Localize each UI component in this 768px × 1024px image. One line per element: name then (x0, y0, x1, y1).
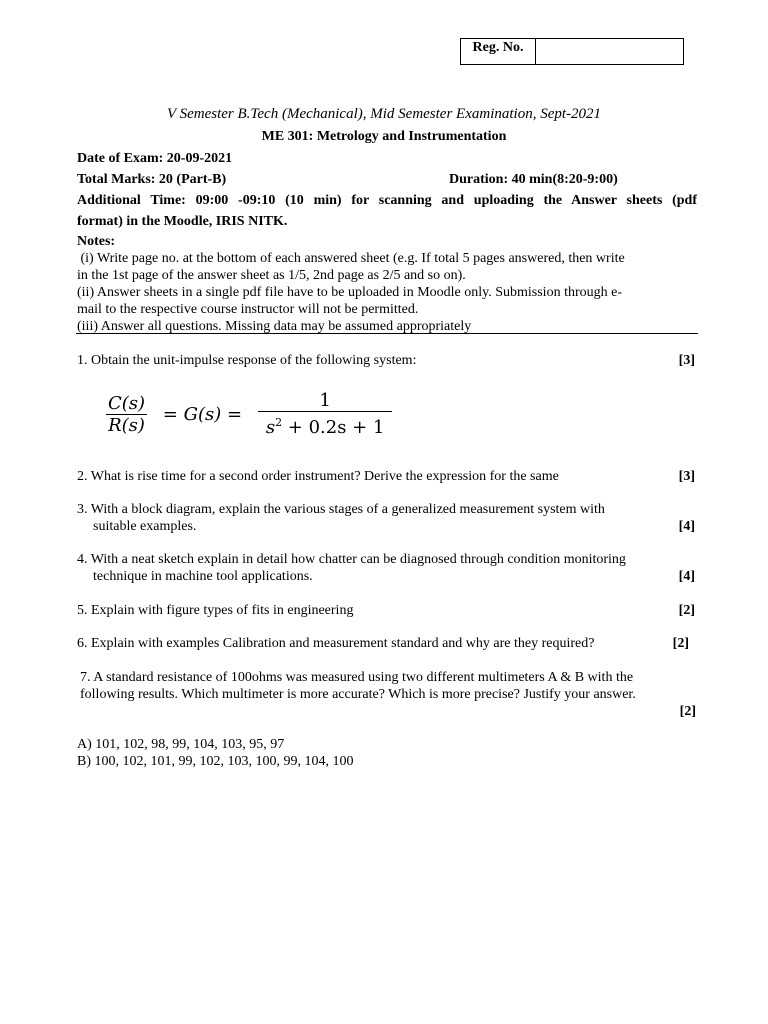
question-6-mark: [2] (672, 636, 689, 651)
course-title: ME 301: Metrology and Instrumentation (261, 129, 507, 144)
total-marks: Total Marks: 20 (Part-B) (77, 172, 227, 187)
note-3: (iii) Answer all questions. Missing data may be assumed appropriately (77, 319, 472, 334)
semester-line: V Semester B.Tech (Mechanical), Mid Semester Examination, Sept-2021 (166, 106, 602, 122)
question-7 (80, 669, 696, 720)
note-2-line-1: (ii) Answer sheets in a single pdf file have to be uploaded in Moodle only. Submission through e- (77, 285, 623, 300)
question-4 (77, 551, 695, 585)
question-3 (77, 501, 695, 535)
note-1-line-1: (i) Write page no. at the bottom of each answered sheet (e.g. If total 5 pages answered, then write (77, 251, 625, 266)
question-5-mark: [2] (678, 603, 695, 618)
rhs-fraction (258, 392, 393, 436)
question-3-mark: [4] (678, 519, 695, 534)
rhs-numerator: 1 (319, 390, 331, 411)
note-2-line-2: mail to the respective course instructor will not be permitted. (77, 302, 419, 317)
lhs-numerator: C(s) (108, 392, 146, 414)
question-2-text: 2. What is rise time for a second order instrument? Derive the expression for the same (77, 469, 559, 484)
data-set-b: B) 100, 102, 101, 99, 102, 103, 100, 99, 104, 100 (77, 754, 354, 769)
rhs-den-exponent: 2 (275, 416, 283, 429)
question-6 (77, 635, 695, 652)
additional-time-line-1: Additional Time: 09:00 -09:10 (10 min) for scanning and uploading the Answer sheets (pdf (77, 193, 697, 208)
question-5-text: 5. Explain with figure types of fits in engineering (77, 603, 354, 618)
rhs-denominator (258, 411, 393, 436)
rhs-den-s: s (265, 417, 276, 438)
question-5 (77, 602, 695, 619)
question-7-line-2: following results. Which multimeter is more accurate? Which is more precise? Justify your answer. (80, 687, 636, 702)
question-4-line-1: 4. With a neat sketch explain in detail how chatter can be diagnosed through condition monitoring (77, 552, 626, 567)
question-4-mark: [4] (678, 569, 695, 584)
divider (76, 333, 698, 334)
transfer-function-equation (106, 392, 392, 436)
reg-no-label: Reg. No. (461, 39, 536, 64)
notes-title: Notes: (77, 234, 116, 249)
question-7-mark: [2] (679, 704, 696, 719)
question-2 (77, 468, 695, 485)
reg-no-box (460, 38, 684, 65)
additional-time-line-2: format) in the Moodle, IRIS NITK. (77, 214, 288, 229)
question-7-line-1: 7. A standard resistance of 100ohms was measured using two different multimeters A & B with the (80, 670, 634, 685)
question-3-line-1: 3. With a block diagram, explain the various stages of a generalized measurement system with (77, 502, 605, 517)
lhs-denominator: R(s) (106, 414, 147, 434)
question-1 (77, 352, 695, 369)
notes-section (77, 233, 697, 335)
rhs-den-rest: + 0.2s + 1 (282, 417, 385, 438)
note-1-line-2: in the 1st page of the answer sheet as 1/5, 2nd page as 2/5 and so on). (77, 268, 466, 283)
question-1-mark: [3] (678, 353, 695, 368)
equation-middle: = G(s) = (162, 403, 243, 425)
question-4-line-2: technique in machine tool applications. (93, 569, 313, 584)
data-set-a: A) 101, 102, 98, 99, 104, 103, 95, 97 (77, 737, 285, 752)
duration: Duration: 40 min(8:20-9:00) (449, 172, 618, 187)
question-6-text: 6. Explain with examples Calibration and measurement standard and why are they required? (77, 636, 595, 651)
exam-date: Date of Exam: 20-09-2021 (77, 151, 233, 166)
reg-no-field (536, 39, 683, 64)
question-1-text: 1. Obtain the unit-impulse response of the following system: (77, 353, 417, 368)
question-2-mark: [3] (678, 469, 695, 484)
question-3-line-2: suitable examples. (93, 519, 197, 534)
lhs-fraction (106, 392, 147, 436)
